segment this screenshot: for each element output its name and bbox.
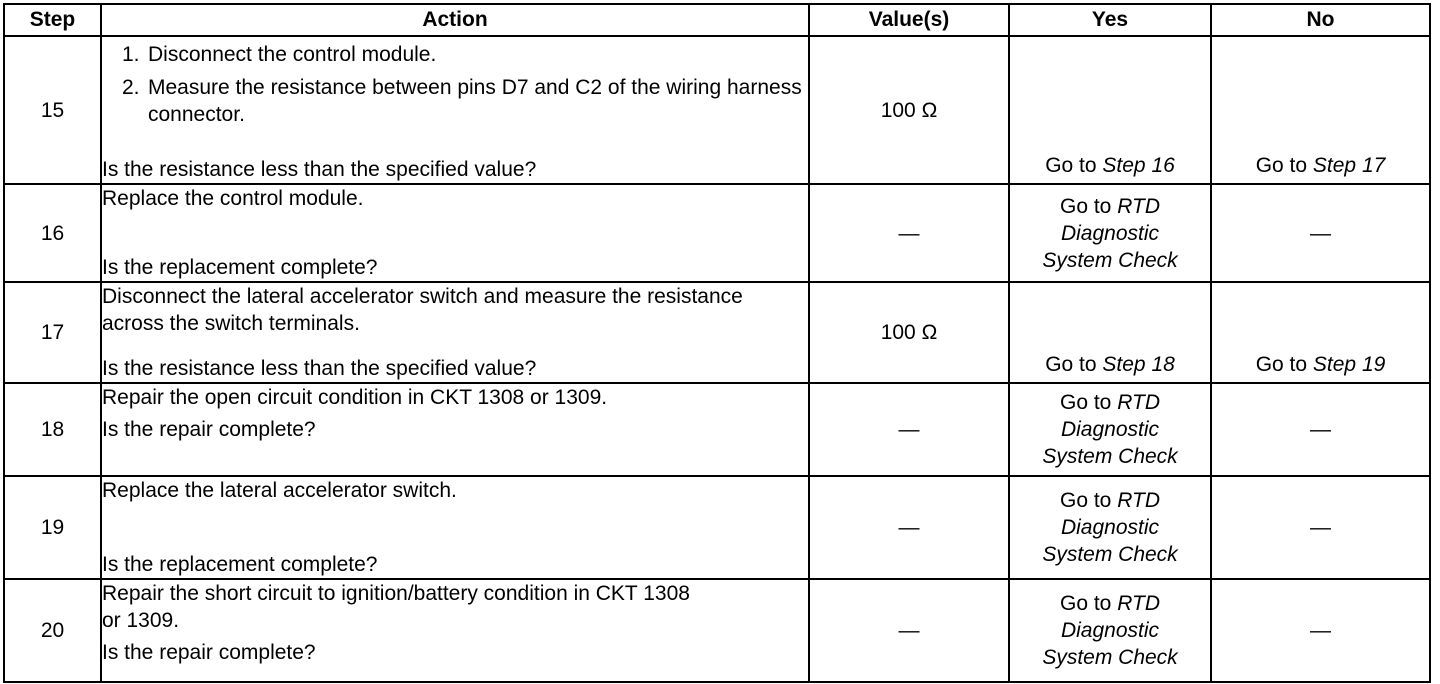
step-number: 15 — [4, 36, 101, 184]
list-item: 1. Disconnect the control module. — [122, 43, 437, 66]
action-question: Is the resistance less than the specified value? — [102, 158, 537, 181]
no-cell: Go to Step 19 — [1211, 282, 1430, 383]
step-reference: Step 16 — [1102, 154, 1175, 177]
action-cell — [101, 383, 809, 476]
action-question: Is the repair complete? — [102, 418, 316, 441]
rtd-reference: RTD — [1117, 592, 1160, 615]
header-step: Step — [4, 4, 101, 36]
action-question: Is the resistance less than the specified value? — [102, 357, 537, 380]
yes-cell: Go to RTD Diagnostic System Check — [1009, 476, 1211, 579]
step-number: 17 — [4, 282, 101, 383]
step-number: 20 — [4, 579, 101, 682]
header-action: Action — [101, 4, 809, 36]
step-reference: Step 18 — [1102, 353, 1175, 376]
no-cell: — — [1211, 579, 1430, 682]
table-row-step-19 — [4, 476, 1430, 579]
header-value: Value(s) — [809, 4, 1009, 36]
step-reference: Step 19 — [1312, 353, 1386, 376]
table-row-step-20 — [4, 579, 1430, 682]
rtd-reference: RTD — [1117, 194, 1160, 218]
yes-cell: Go to RTD Diagnostic System Check — [1009, 579, 1211, 682]
yes-cell: Go to Step 16 — [1009, 36, 1211, 184]
no-cell: — — [1211, 184, 1430, 282]
table-row-step-15 — [4, 36, 1430, 184]
action-instruction: Disconnect the lateral accelerator switch and measure the resistance across the switch terminals. — [102, 285, 743, 335]
no-cell: — — [1211, 383, 1430, 476]
table-row-step-16 — [4, 184, 1430, 282]
value-cell: — — [809, 383, 1009, 476]
value-cell: 100 Ω — [809, 282, 1009, 383]
list-item: 2. Measure the resistance between pins D7 and C2 of the wiring harness connector. — [122, 76, 802, 126]
action-steps-list — [102, 37, 808, 128]
action-question: Is the replacement complete? — [102, 256, 378, 279]
yes-cell: Go to Step 18 — [1009, 282, 1211, 383]
action-question: Is the replacement complete? — [102, 553, 378, 576]
header-yes: Yes — [1009, 4, 1211, 36]
action-cell — [101, 184, 809, 282]
action-cell — [101, 476, 809, 579]
value-cell: — — [809, 184, 1009, 282]
yes-cell: Go to RTD Diagnostic System Check — [1009, 184, 1211, 282]
action-question: Is the repair complete? — [102, 641, 316, 664]
value-cell: — — [809, 476, 1009, 579]
action-instruction: Repair the short circuit to ignition/battery condition in CKT 1308 or 1309. — [102, 582, 690, 632]
header-no: No — [1211, 4, 1430, 36]
action-cell — [101, 579, 809, 682]
diagnostic-table — [3, 3, 1431, 683]
step-number: 18 — [4, 383, 101, 476]
step-reference: Step 17 — [1312, 154, 1386, 177]
step-number: 16 — [4, 184, 101, 282]
action-instruction: Replace the control module. — [102, 187, 364, 210]
step-number: 19 — [4, 476, 101, 579]
value-cell: — — [809, 579, 1009, 682]
action-cell — [101, 36, 809, 184]
table-row-step-18 — [4, 383, 1430, 476]
yes-cell: Go to RTD Diagnostic System Check — [1009, 383, 1211, 476]
header-row — [4, 4, 1430, 36]
rtd-reference: RTD — [1117, 391, 1160, 414]
action-instruction: Replace the lateral accelerator switch. — [102, 479, 457, 502]
action-instruction: Repair the open circuit condition in CKT 1308 or 1309. — [102, 386, 608, 409]
no-cell: — — [1211, 476, 1430, 579]
table-row-step-17 — [4, 282, 1430, 383]
action-cell — [101, 282, 809, 383]
value-cell: 100 Ω — [809, 36, 1009, 184]
no-cell: Go to Step 17 — [1211, 36, 1430, 184]
rtd-reference: RTD — [1117, 489, 1160, 512]
